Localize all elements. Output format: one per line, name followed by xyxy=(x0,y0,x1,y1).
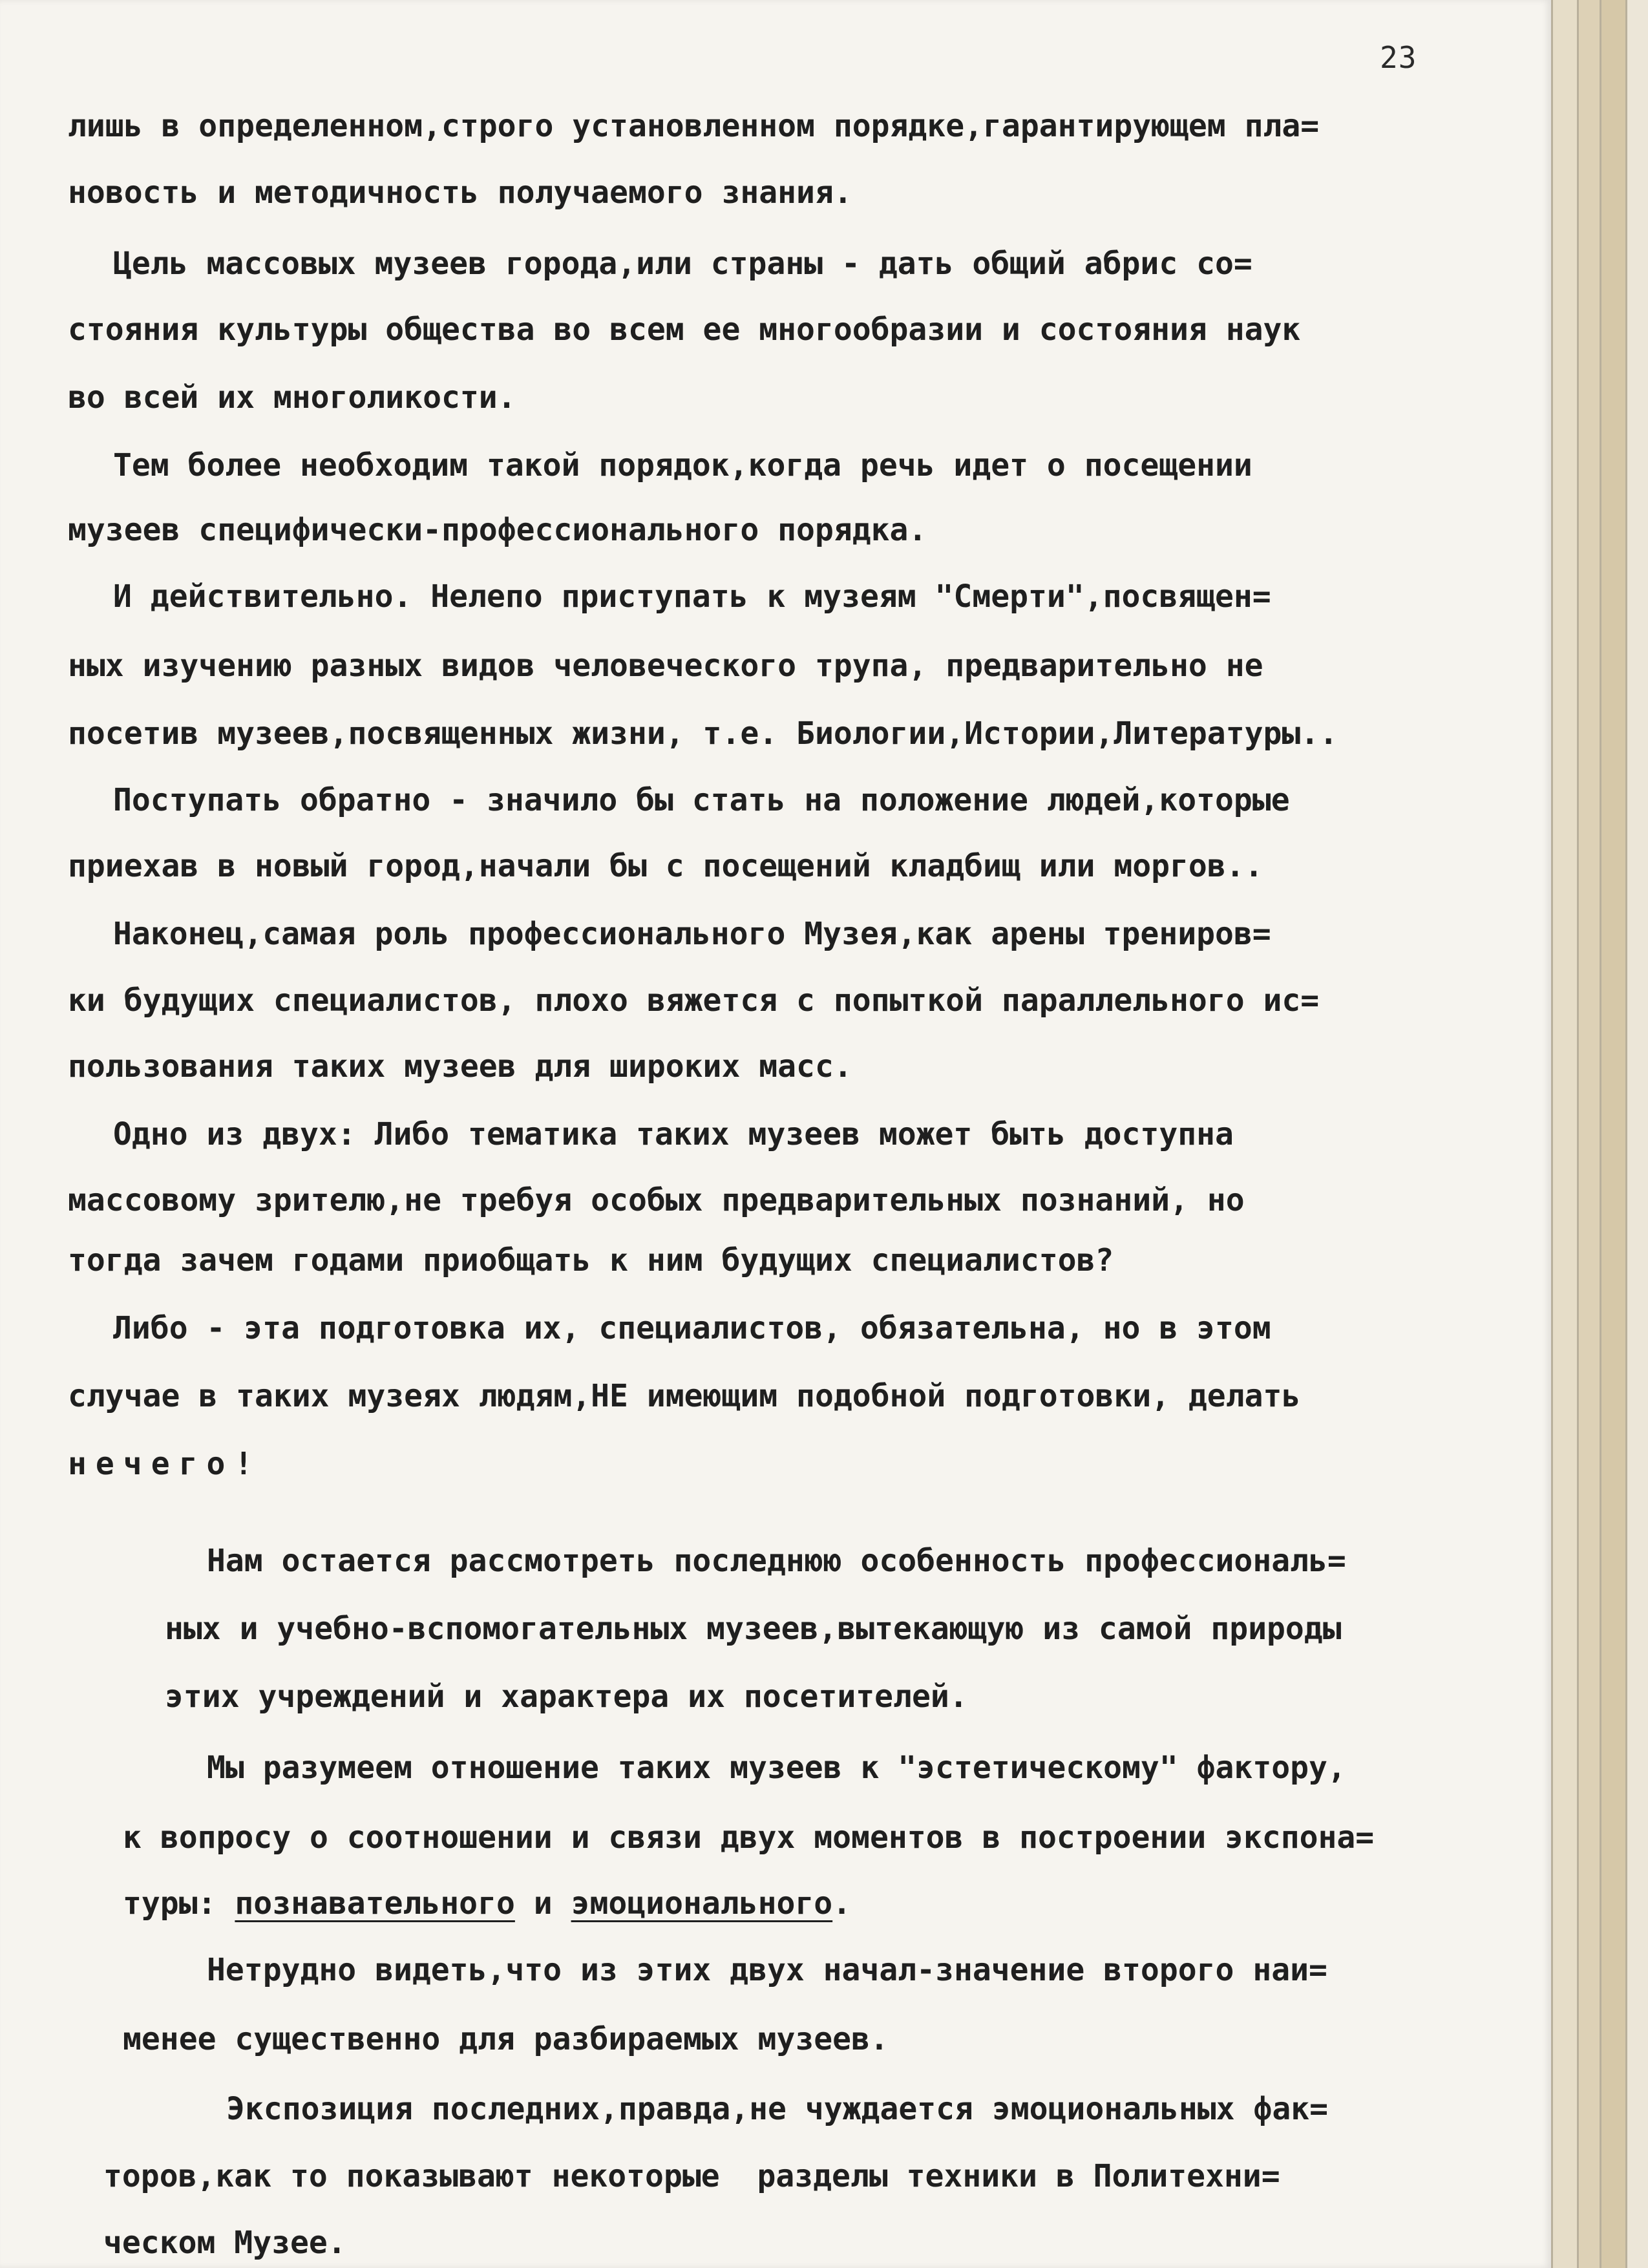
text-line: Экспозиция последних,правда,не чуждается эмоциональных фак= xyxy=(226,2091,1329,2127)
text-line: посетив музеев,посвященных жизни, т.е. Биологии,Истории,Литературы.. xyxy=(68,715,1338,752)
text-line: менее существенно для разбираемых музеев. xyxy=(123,2021,889,2057)
text-line: ки будущих специалистов, плохо вяжется с попыткой параллельного ис= xyxy=(68,982,1320,1019)
text-line: лишь в определенном,строго установленном порядке,гарантирующем пла= xyxy=(68,108,1320,144)
text-line: музеев специфически-профессионального порядка. xyxy=(68,512,927,548)
text-line: этих учреждений и характера их посетителей. xyxy=(165,1679,968,1715)
text-line: Цель массовых музеев города,или страны - дать общий абрис со= xyxy=(113,246,1252,282)
text-line: торов,как то показывают некоторые разделы техники в Политехни= xyxy=(103,2158,1280,2194)
text-line: Нетрудно видеть,что из этих двух начал-значение второго наи= xyxy=(207,1952,1327,1988)
text-line: Тем более необходим такой порядок,когда речь идет о посещении xyxy=(113,447,1252,483)
text-line: массовому зрителю,не требуя особых предварительных познаний, но xyxy=(68,1182,1245,1218)
text-line: Мы разумеем отношение таких музеев к "эстетическому" фактору, xyxy=(207,1750,1346,1786)
page-edge xyxy=(1577,0,1601,2268)
text-fragment: туры: xyxy=(123,1885,235,1922)
underlined-term: познавательного xyxy=(235,1885,515,1922)
page-edge xyxy=(1625,0,1648,2268)
text-line: Нам остается рассмотреть последнюю особенность профессиональ= xyxy=(207,1543,1346,1579)
page-edge xyxy=(1600,0,1627,2268)
text-line: ных изучению разных видов человеческого трупа, предварительно не xyxy=(68,648,1263,684)
text-line: ных и учебно-вспомогательных музеев,вытекающую из самой природы xyxy=(165,1611,1342,1647)
page-number: 23 xyxy=(1380,40,1417,75)
text-fragment: и xyxy=(514,1885,571,1922)
text-line: к вопросу о соотношении и связи двух моментов в построении экспона= xyxy=(123,1819,1375,1856)
text-line: ческом Музее. xyxy=(103,2225,346,2261)
text-line xyxy=(123,1884,851,1923)
text-line: тогда зачем годами приобщать к ним будущих специалистов? xyxy=(68,1242,1114,1278)
text-line: нечего! xyxy=(68,1446,262,1482)
text-line: Одно из двух: Либо тематика таких музеев может быть доступна xyxy=(113,1116,1234,1152)
text-line: пользования таких музеев для широких масс. xyxy=(68,1048,852,1085)
text-line: Поступать обратно - значило бы стать на положение людей,которые xyxy=(113,782,1290,818)
text-line: стояния культуры общества во всем ее многообразии и состояния наук xyxy=(68,312,1301,348)
text-line: приехав в новый город,начали бы с посещений кладбищ или моргов.. xyxy=(68,848,1263,884)
text-line: Либо - эта подготовка их, специалистов, обязательна, но в этом xyxy=(113,1310,1271,1346)
text-fragment: . xyxy=(832,1885,852,1922)
text-line: случае в таких музеях людям,НЕ имеющим подобной подготовки, делать xyxy=(68,1378,1301,1414)
page-edge xyxy=(1551,0,1579,2268)
text-line: новость и методичность получаемого знания. xyxy=(68,175,852,211)
text-line: во всей их многоликости. xyxy=(68,379,516,416)
underlined-term: эмоционального xyxy=(571,1885,833,1922)
text-line: И действительно. Нелепо приступать к музеям "Смерти",посвящен= xyxy=(113,578,1271,615)
text-line: Наконец,самая роль профессионального Музея,как арены трениров= xyxy=(113,916,1271,952)
